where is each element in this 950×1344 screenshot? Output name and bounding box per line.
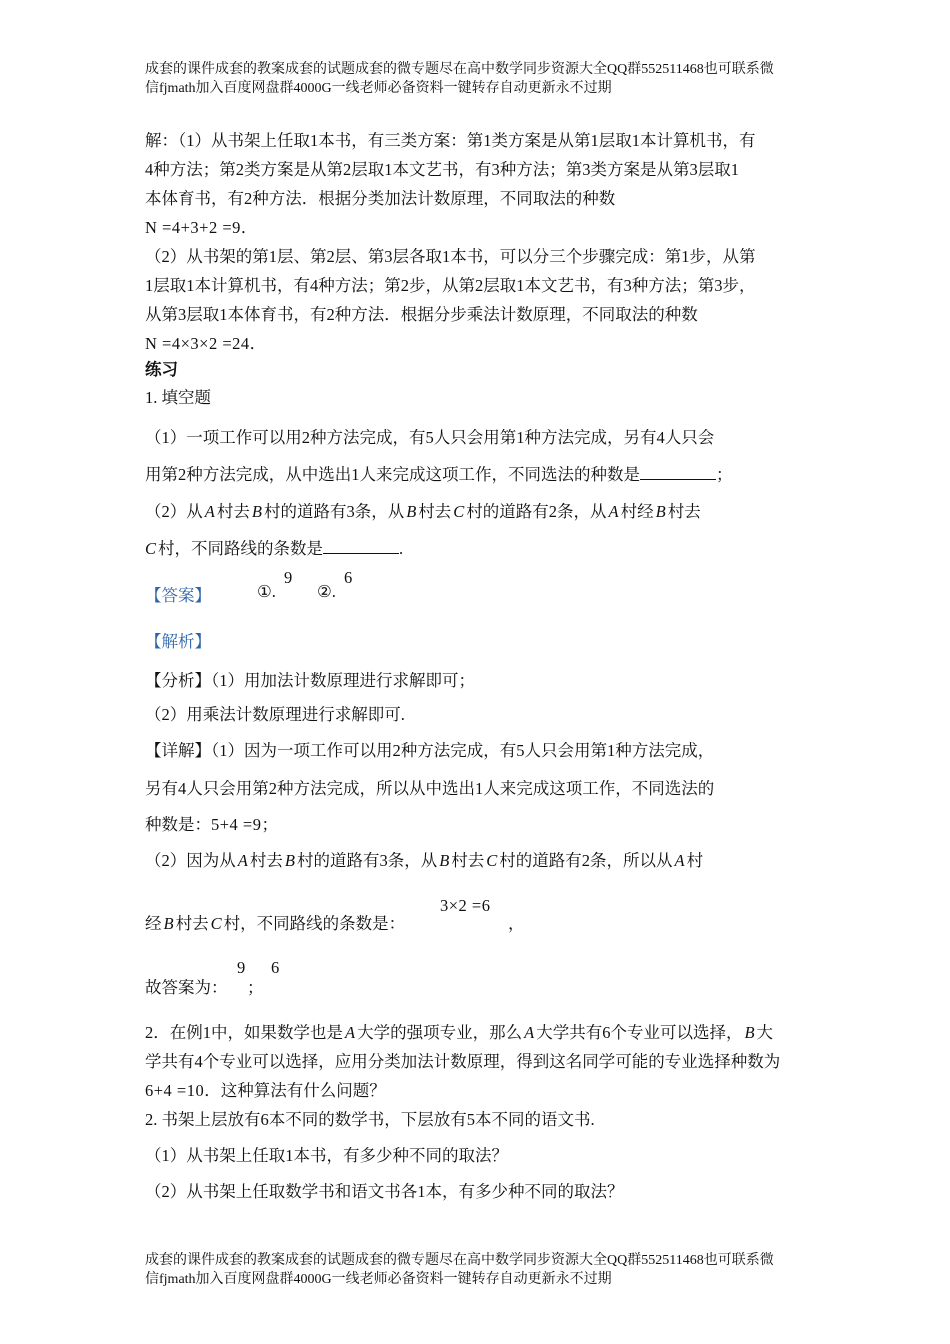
page-footer <box>145 1251 815 1289</box>
solution-line: 1层取1本计算机书，有4种方法；第2步，从第2层取1本文艺书，有3种方法；第3步， <box>145 276 756 295</box>
question-line: （1）一项工作可以用2种方法完成，有5人只会用第1种方法完成，另有4人只会 <box>145 428 715 447</box>
question-line: （2）从书架上任取数学书和语文书各1本，有多少种不同的取法？ <box>145 1182 624 1201</box>
answer-row <box>145 568 810 608</box>
question-line: 6+4 =10．这种算法有什么问题？ <box>145 1081 386 1100</box>
question-1-title: 1. 填空题 <box>145 388 211 407</box>
analysis-line: （2）用乘法计数原理进行求解即可. <box>145 705 405 724</box>
route-formula: 3×2 =6 <box>440 896 491 915</box>
question-3-title: 2. 书架上层放有6本不同的数学书，下层放有5本不同的语文书. <box>145 1110 595 1129</box>
conclusion-value-1: 9 <box>237 958 246 977</box>
answer-label: 【答案】 <box>145 586 211 605</box>
answer-blank <box>323 539 399 554</box>
question-1-body <box>145 419 810 567</box>
footer-line-2: 信fjmath加入百度网盘群4000G一线老师必备资料一键转存自动更新永不过期 <box>145 1272 612 1287</box>
question-line: 2．在例1中，如果数学也是 A 大学的强项专业，那么 A 大学共有6个专业可以选择， B 大 <box>145 1023 774 1042</box>
solution-line: 解：（1）从书架上任取1本书，有三类方案：第1类方案是从第1层取1本计算机书，有 <box>145 131 756 150</box>
question-line: 学共有4个专业可以选择，应用分类加法计数原理，得到这名同学可能的专业选择种数为 <box>145 1052 781 1071</box>
answer-marker-1: ①. <box>257 582 276 601</box>
solution-line: 从第3层取1本体育书，有2种方法．根据分步乘法计数原理，不同取法的种数 <box>145 305 698 324</box>
question-line: C 村，不同路线的条数是 . <box>145 539 404 558</box>
analysis-route-line: 经 B 村去 C 村，不同路线的条数是： 3×2 =6 ， <box>145 896 525 933</box>
solution-formula-1: N =4+3+2 =9． <box>145 218 258 237</box>
answer-marker-2: ②. <box>317 582 336 601</box>
answer-blank <box>640 465 716 480</box>
header-line-1: 成套的课件成套的教案成套的试题成套的微专题尽在高中数学同步资源大全QQ群552511468也可联系微 <box>145 62 774 77</box>
conclusion-value-2: 6 <box>271 958 280 977</box>
answer-value-2: 6 <box>344 568 353 587</box>
solution-formula-2: N =4×3×2 =24． <box>145 334 267 353</box>
conclusion-line: 故答案为： 9 ； 6 <box>145 958 280 997</box>
question-line: （1）从书架上任取1本书，有多少种不同的取法？ <box>145 1146 508 1165</box>
page-header <box>145 60 815 98</box>
analysis-line: （2）因为从 A 村去 B 村的道路有3条，从 B 村去 C 村的道路有2条，所以从 A 村 <box>145 851 704 870</box>
analysis-line: 种数是：5+4 =9； <box>145 815 278 834</box>
analysis-body <box>145 664 810 878</box>
answer-value-1: 9 <box>284 568 293 587</box>
question-line: （2）从 A 村去 B 村的道路有3条，从 B 村去 C 村的道路有2条，从 A 村经 B 村去 <box>145 502 701 521</box>
analysis-label: 【解析】 <box>145 632 211 651</box>
practice-heading: 练习 <box>145 360 178 379</box>
solution-section <box>145 126 810 358</box>
solution-line: （2）从书架的第1层、第2层、第3层各取1本书，可以分三个步骤完成：第1步，从第 <box>145 247 756 266</box>
question-line: 用第2种方法完成，从中选出1人来完成这项工作，不同选法的种数是 ； <box>145 465 733 484</box>
solution-line: 4种方法；第2类方案是从第2层取1本文艺书，有3种方法；第3类方案是从第3层取1 <box>145 160 739 179</box>
solution-line: 本体育书，有2种方法．根据分类加法计数原理，不同取法的种数 <box>145 189 616 208</box>
question-3-parts <box>145 1138 810 1210</box>
question-2 <box>145 1018 810 1105</box>
analysis-line: 另有4人只会用第2种方法完成，所以从中选出1人来完成这项工作，不同选法的 <box>145 779 715 798</box>
analysis-line: 【详解】（1）因为一项工作可以用2种方法完成，有5人只会用第1种方法完成， <box>145 741 715 760</box>
analysis-line: 【分析】（1）用加法计数原理进行求解即可； <box>145 671 475 690</box>
header-line-2: 信fjmath加入百度网盘群4000G一线老师必备资料一键转存自动更新永不过期 <box>145 81 612 96</box>
footer-line-1: 成套的课件成套的教案成套的试题成套的微专题尽在高中数学同步资源大全QQ群552511468也可联系微 <box>145 1253 774 1268</box>
